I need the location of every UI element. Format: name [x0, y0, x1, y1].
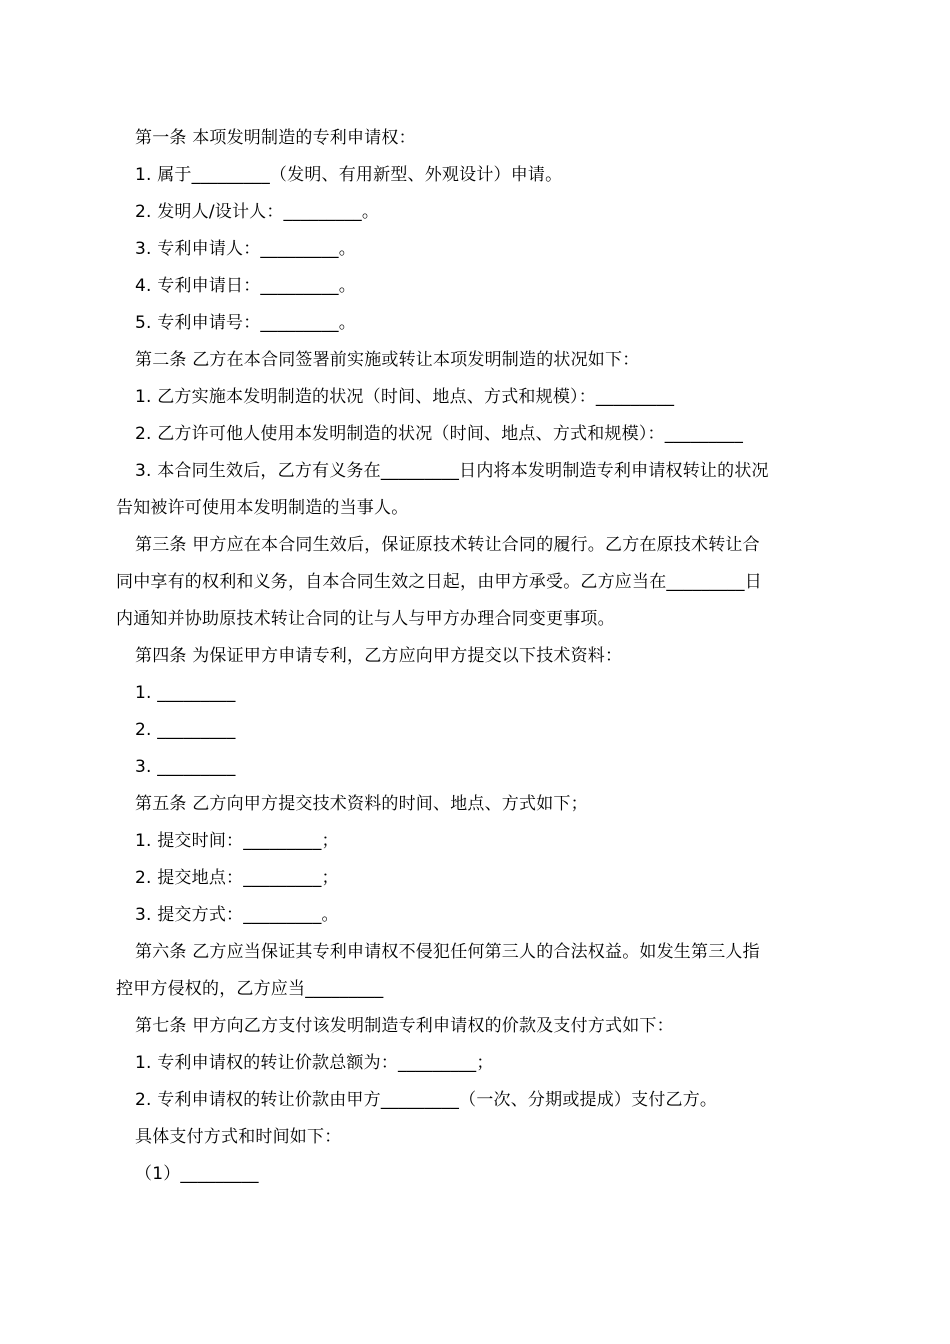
document-line: 1. 乙方实施本发明制造的状况（时间、地点、方式和规模）：_________ [135, 387, 675, 407]
document-line: 1. 提交时间：_________； [135, 831, 339, 851]
document-line: 3. _________ [135, 757, 236, 777]
document-line: 第五条 乙方向甲方提交技术资料的时间、地点、方式如下； [135, 794, 588, 814]
document-line: 第一条 本项发明制造的专利申请权： [135, 128, 416, 148]
document-line: 第二条 乙方在本合同签署前实施或转让本项发明制造的状况如下： [135, 350, 640, 370]
document-body [116, 120, 836, 1193]
document-line: 告知被许可使用本发明制造的当事人。 [116, 498, 409, 518]
document-line: 具体支付方式和时间如下： [135, 1127, 342, 1147]
document-line: 1. _________ [135, 683, 236, 703]
document-line: 2. 乙方许可他人使用本发明制造的状况（时间、地点、方式和规模）：_________ [135, 424, 744, 444]
document-line: 内通知并协助原技术转让合同的让与人与甲方办理合同变更事项。 [116, 609, 615, 629]
document-line: 第七条 甲方向乙方支付该发明制造专利申请权的价款及支付方式如下： [135, 1016, 674, 1036]
document-line: 3. 专利申请人：_________。 [135, 239, 356, 259]
document-line: 2. 提交地点：_________； [135, 868, 339, 888]
document-line: 1. 属于_________（发明、有用新型、外观设计）申请。 [135, 165, 563, 185]
document-line: 3. 提交方式：_________。 [135, 905, 339, 925]
document-line: 5. 专利申请号：_________。 [135, 313, 356, 333]
document-line: 控甲方侵权的，乙方应当_________ [116, 979, 384, 999]
document-line: 同中享有的权利和义务，自本合同生效之日起，由甲方承受。乙方应当在_________日 [116, 572, 762, 592]
document-line: 1. 专利申请权的转让价款总额为：_________； [135, 1053, 494, 1073]
document-line: 第六条 乙方应当保证其专利申请权不侵犯任何第三人的合法权益。如发生第三人指 [135, 942, 760, 962]
document-line: 2. 专利申请权的转让价款由甲方_________（一次、分期或提成）支付乙方。 [135, 1090, 718, 1110]
document-line: 第三条 甲方应在本合同生效后，保证原技术转让合同的履行。乙方在原技术转让合 [135, 535, 760, 555]
document-line: 2. 发明人/设计人：_________。 [135, 202, 380, 222]
document-line: 2. _________ [135, 720, 236, 740]
document-line: 4. 专利申请日：_________。 [135, 276, 356, 296]
document-line: 第四条 为保证甲方申请专利，乙方应向甲方提交以下技术资料： [135, 646, 623, 666]
document-line: （1）_________ [135, 1164, 259, 1184]
document-line: 3. 本合同生效后，乙方有义务在_________日内将本发明制造专利申请权转让的状况 [135, 461, 769, 481]
